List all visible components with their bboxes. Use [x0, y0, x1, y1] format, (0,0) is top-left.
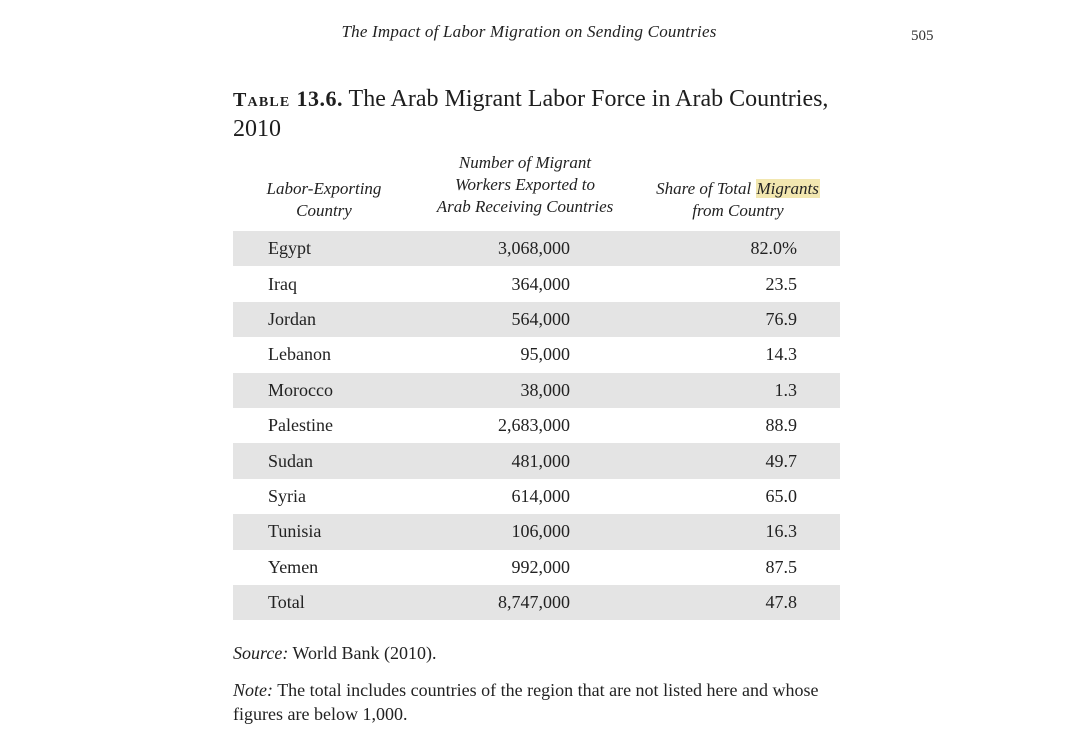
cell-country: Morocco — [233, 373, 465, 408]
cell-spacer — [570, 302, 745, 337]
cell-workers: 992,000 — [465, 550, 570, 585]
note-text: The total includes countries of the region that are not listed here and whose figures are below 1,000. — [233, 680, 819, 724]
cell-spacer — [570, 266, 745, 301]
cell-share — [745, 408, 840, 443]
cell-country: Lebanon — [233, 337, 465, 372]
cell-share-value: 14.3 — [765, 344, 797, 365]
cell-share — [745, 479, 840, 514]
cell-share — [745, 373, 840, 408]
source-line — [233, 642, 863, 665]
cell-workers: 3,068,000 — [465, 231, 570, 266]
table-row — [233, 231, 840, 266]
cell-workers: 8,747,000 — [465, 585, 570, 620]
cell-share — [745, 266, 840, 301]
migrant-labor-table — [233, 231, 840, 620]
table-row — [233, 337, 840, 372]
table-row — [233, 585, 840, 620]
cell-workers: 364,000 — [465, 266, 570, 301]
cell-share-value: 49.7 — [765, 450, 797, 471]
table-caption — [233, 84, 833, 144]
highlighted-word: Migrants — [756, 179, 819, 198]
table-number: 13.6. — [296, 86, 343, 111]
cell-spacer — [570, 443, 745, 478]
column-header-line: Labor-Exporting — [266, 179, 382, 198]
cell-spacer — [570, 408, 745, 443]
cell-spacer — [570, 585, 745, 620]
cell-country: Sudan — [233, 443, 465, 478]
cell-country: Yemen — [233, 550, 465, 585]
table-row — [233, 408, 840, 443]
cell-share — [745, 337, 840, 372]
note-label: Note: — [233, 680, 273, 700]
cell-share — [745, 585, 840, 620]
column-header-country — [238, 178, 410, 222]
cell-workers: 38,000 — [465, 373, 570, 408]
source-label: Source: — [233, 643, 289, 663]
cell-share-value: 47.8 — [765, 592, 797, 613]
cell-spacer — [570, 373, 745, 408]
cell-share — [745, 514, 840, 549]
cell-share-value: 87.5 — [765, 556, 797, 577]
cell-spacer — [570, 550, 745, 585]
table-row — [233, 302, 840, 337]
cell-country: Iraq — [233, 266, 465, 301]
cell-share-value: 88.9 — [765, 415, 797, 436]
column-header-line: Arab Receiving Countries — [436, 197, 614, 216]
table-title: The Arab Migrant Labor Force in Arab Countries, 2010 — [233, 86, 829, 142]
cell-spacer — [570, 479, 745, 514]
table-row — [233, 373, 840, 408]
cell-share — [745, 443, 840, 478]
column-header-share — [640, 178, 836, 222]
cell-share — [745, 302, 840, 337]
cell-share-value: 1.3 — [774, 379, 797, 400]
cell-workers: 564,000 — [465, 302, 570, 337]
page-number: 505 — [911, 28, 934, 44]
column-header-line: Country — [296, 201, 352, 220]
column-header-line: from Country — [692, 201, 784, 220]
cell-workers: 481,000 — [465, 443, 570, 478]
cell-spacer — [570, 231, 745, 266]
cell-share — [745, 550, 840, 585]
cell-country: Palestine — [233, 408, 465, 443]
table-row — [233, 550, 840, 585]
column-header-workers — [418, 152, 632, 218]
cell-share-value: 76.9 — [765, 308, 797, 329]
cell-country: Tunisia — [233, 514, 465, 549]
table-row — [233, 514, 840, 549]
cell-share-value: 16.3 — [765, 521, 797, 542]
cell-country: Jordan — [233, 302, 465, 337]
cell-share-value: 82.0% — [750, 238, 797, 259]
column-header-line: Share of Total — [656, 179, 752, 198]
cell-workers: 106,000 — [465, 514, 570, 549]
cell-workers: 2,683,000 — [465, 408, 570, 443]
cell-workers: 95,000 — [465, 337, 570, 372]
table-body — [233, 231, 840, 620]
table-row — [233, 479, 840, 514]
table-row — [233, 443, 840, 478]
column-header-line: Workers Exported to — [454, 175, 596, 194]
cell-workers: 614,000 — [465, 479, 570, 514]
cell-share-value: 23.5 — [765, 273, 797, 294]
cell-country: Total — [233, 585, 465, 620]
column-header-line: Number of Migrant — [458, 153, 592, 172]
cell-country: Egypt — [233, 231, 465, 266]
source-text: World Bank (2010). — [292, 643, 437, 663]
cell-spacer — [570, 514, 745, 549]
cell-share-value: 65.0 — [765, 485, 797, 506]
cell-spacer — [570, 337, 745, 372]
table-row — [233, 266, 840, 301]
table-label: Table — [233, 89, 291, 111]
running-head-text: The Impact of Labor Migration on Sending Countries — [341, 22, 717, 41]
cell-country: Syria — [233, 479, 465, 514]
note-paragraph — [233, 678, 863, 726]
cell-share — [745, 231, 840, 266]
